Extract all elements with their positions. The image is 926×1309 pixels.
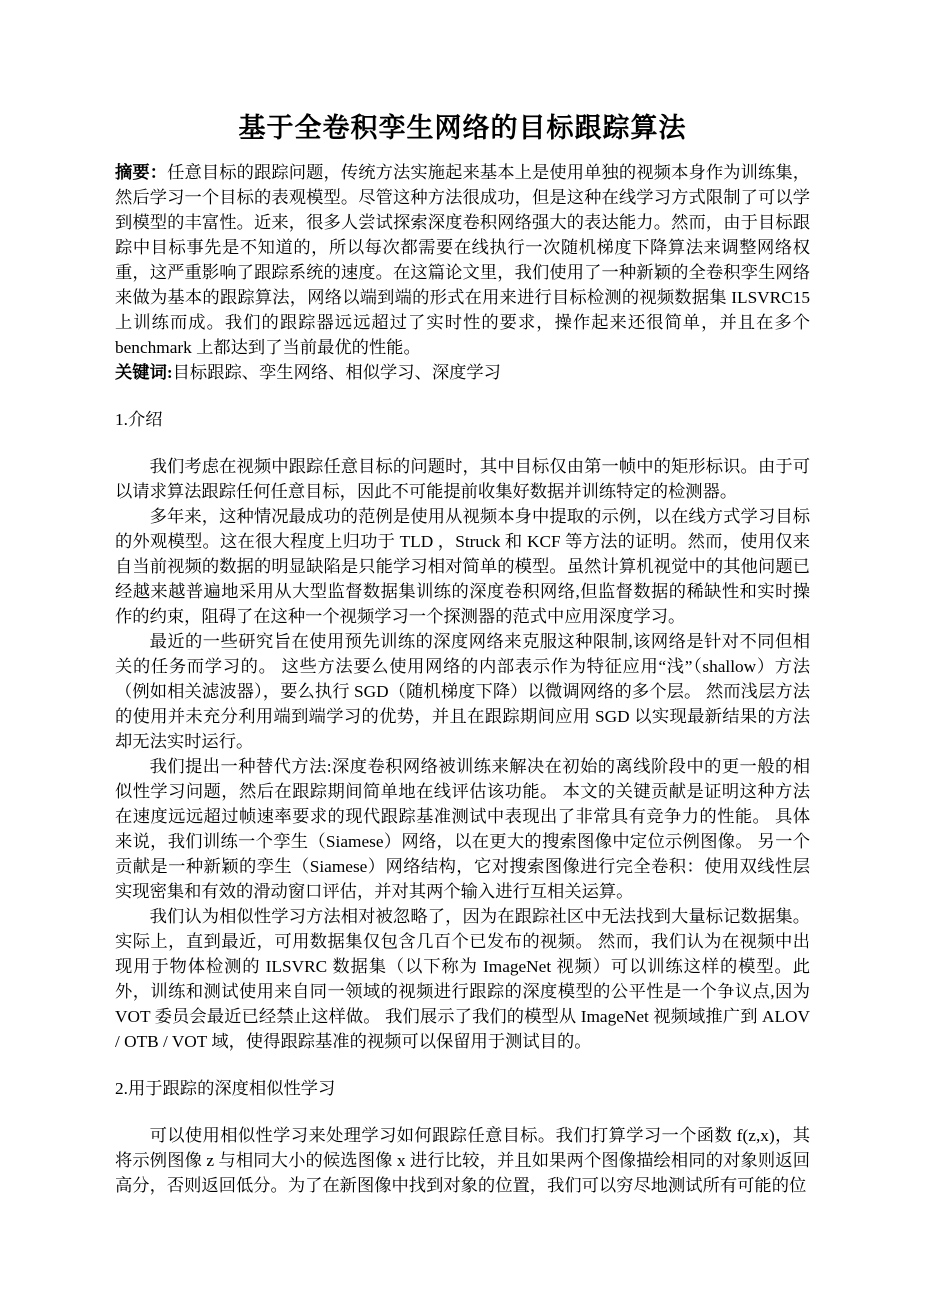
section-1-paragraph-3: 最近的一些研究旨在使用预先训练的深度网络来克服这种限制,该网络是针对不同但相关的任务而学习的。 这些方法要么使用网络的内部表示作为特征应用“浅”（shallow）方法（例如相关滤波器），要么执行 SGD（随机梯度下降）以微调网络的多个层。 然而浅层方法的使用并未充分利用端到端学习的优势，并且在跟踪期间应用 SGD 以实现最新结果的方法却无法实时运行。 <box>115 632 810 751</box>
abstract-label: 摘要： <box>115 163 168 182</box>
keywords-label: 关键词: <box>115 363 173 382</box>
section-1-paragraph-4: 我们提出一种替代方法:深度卷积网络被训练来解决在初始的离线阶段中的更一般的相似性学习问题，然后在跟踪期间简单地在线评估该功能。 本文的关键贡献是证明这种方法在速度远远超过帧速率要求的现代跟踪基准测试中表现出了非常具有竞争力的性能。 具体来说，我们训练一个孪生（Siamese）网络，以在更大的搜索图像中定位示例图像。 另一个贡献是一种新颖的孪生（Siamese）网络结构，它对搜索图像进行完全卷积：使用双线性层实现密集和有效的滑动窗口评估，并对其两个输入进行互相关运算。 <box>115 757 810 901</box>
document-title: 基于全卷积孪生网络的目标跟踪算法 <box>238 113 687 143</box>
section-1-heading: 1.介绍 <box>115 410 163 429</box>
abstract-text: 任意目标的跟踪问题，传统方法实施起来基本上是使用单独的视频本身作为训练集，然后学习一个目标的表观模型。尽管这种方法很成功，但是这种在线学习方式限制了可以学到模型的丰富性。近来，很多人尝试探索深度卷积网络强大的表达能力。然而，由于目标跟踪中目标事先是不知道的，所以每次都需要在线执行一次随机梯度下降算法来调整网络权重，这严重影响了跟踪系统的速度。在这篇论文里，我们使用了一种新颖的全卷积孪生网络来做为基本的跟踪算法，网络以端到端的形式在用来进行目标检测的视频数据集 ILSVRC15 上训练而成。我们的跟踪器远远超过了实时性的要求，操作起来还很简单，并且在多个 benchmark 上都达到了当前最优的性能。 <box>115 163 810 357</box>
section-1-paragraph-2: 多年来，这种情况最成功的范例是使用从视频本身中提取的示例，以在线方式学习目标的外观模型。这在很大程度上归功于 TLD ，Struck 和 KCF 等方法的证明。然而，使用仅来自当前视频的数据的明显缺陷是只能学习相对简单的模型。虽然计算机视觉中的其他问题已经越来越普遍地采用从大型监督数据集训练的深度卷积网络,但监督数据的稀缺性和实时操作的约束，阻碍了在这种一个视频学习一个探测器的范式中应用深度学习。 <box>115 507 810 626</box>
abstract-paragraph <box>115 160 810 360</box>
section-2-heading: 2.用于跟踪的深度相似性学习 <box>115 1079 336 1098</box>
section-1-paragraph-1: 我们考虑在视频中跟踪任意目标的问题时，其中目标仅由第一帧中的矩形标识。由于可以请求算法跟踪任何任意目标，因此不可能提前收集好数据并训练特定的检测器。 <box>115 457 810 501</box>
section-1-paragraph-5: 我们认为相似性学习方法相对被忽略了，因为在跟踪社区中无法找到大量标记数据集。实际上，直到最近，可用数据集仅包含几百个已发布的视频。 然而，我们认为在视频中出现用于物体检测的 ILSVRC 数据集（以下称为 ImageNet 视频）可以训练这样的模型。此外，训练和测试使用来自同一领域的视频进行跟踪的深度模型的公平性是一个争议点,因为 VOT 委员会最近已经禁止这样做。 我们展示了我们的模型从 ImageNet 视频域推广到 ALOV / OTB / VOT 域，使得跟踪基准的视频可以保留用于测试目的。 <box>115 907 810 1051</box>
keywords-line <box>115 360 810 385</box>
keywords-text: 目标跟踪、孪生网络、相似学习、深度学习 <box>172 363 501 382</box>
section-2-paragraph-1: 可以使用相似性学习来处理学习如何跟踪任意目标。我们打算学习一个函数 f(z,x)，其将示例图像 z 与相同大小的候选图像 x 进行比较，并且如果两个图像描绘相同的对象则返回高分，否则返回低分。为了在新图像中找到对象的位置，我们可以穷尽地测试所有可能的位 <box>115 1126 810 1195</box>
